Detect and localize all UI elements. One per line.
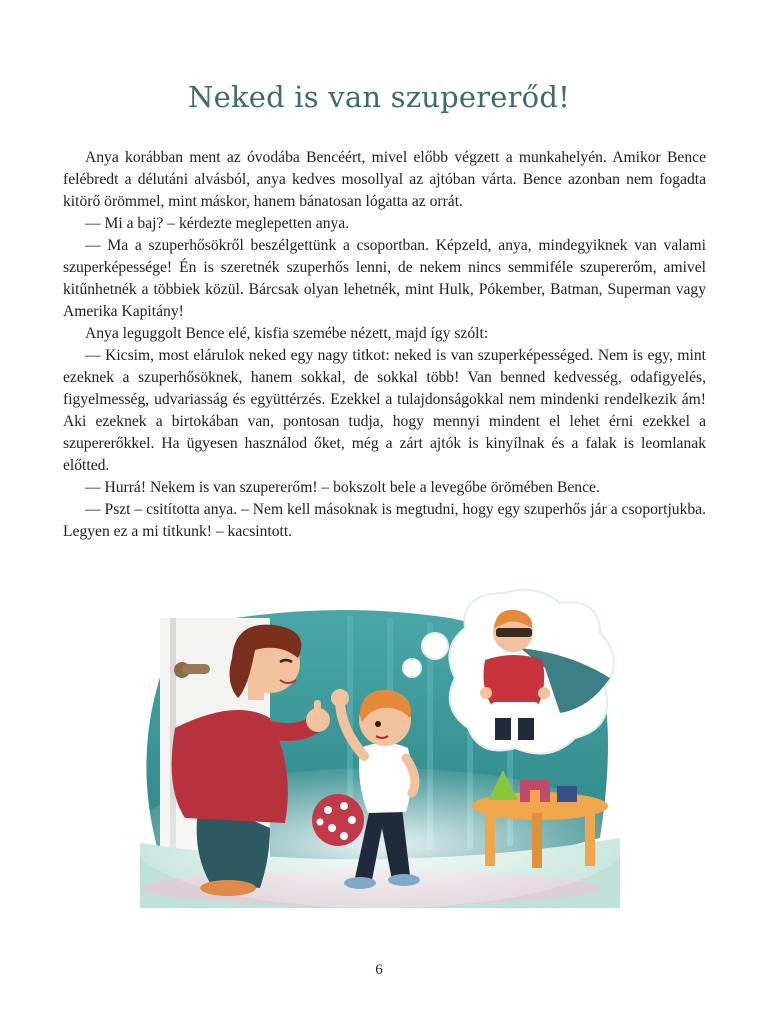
thought-bubble-small [403,659,421,677]
page-title: Neked is van szupererőd! [188,80,570,114]
paragraph: — Hurrá! Nekem is van szupererőm! – bokszolt bele a levegőbe örömében Bence. [85,479,600,496]
paragraph: — Mi a baj? – kérdezte meglepetten anya. [85,215,350,232]
page-number: 6 [375,962,383,978]
paragraph: — Kicsim, most elárulok neked egy nagy titkot: neked is van szuperképességed. Nem is egy, mint ezeknek a szuperhősöknek, hanem sokkal, de sokkal több! Van benned kedvesség, odafigyelés, figyelmesség, udvariasság és együttérzés. Ezekkel a tulajdonságokkal nem mindenki rendelkezik ám! Aki ezeknek a birtokában van, pontosan tudja, hogy mennyi mindent el lehet érni ezekkel a szupererőkkel. Ha ügyesen használod őket, még a zárt ajtók is kinyílnak és a falak is leomlanak előtted. [63,347,706,474]
illustration-svg [120,588,630,908]
ball [312,794,364,846]
story-text [63,147,706,543]
paragraph: — Pszt – csitította anya. – Nem kell másoknak is megtudni, hogy egy szuperhős jár a csoportjukba. Legyen ez a mi titkunk! – kacsintott. [63,501,706,540]
thought-bubble-medium [422,633,448,659]
paragraph: Anya korábban ment az óvodába Bencéért, mivel előbb végzett a munkahelyén. Amikor Bence felébredt a délutáni alvásból, anya kedves mosollyal az ajtóban várta. Bence azonban nem fogadta kitörő örömmel, mint máskor, hanem bánatosan lógatta az orrát. [63,149,706,210]
paragraph: Anya leguggolt Bence elé, kisfia szemébe nézett, majd így szólt: [85,325,489,342]
story-illustration [120,588,630,908]
paragraph: — Ma a szuperhősökről beszélgettünk a csoportban. Képzeld, anya, mindegyiknek van valami szuperképessége! Én is szeretnék szuperhős lenni, de nekem nincs semmiféle szupererőm, amivel kitűnhetnék a többiek közül. Bárcsak olyan lehetnék, mint Hulk, Pókember, Batman, Superman vagy Amerika Kapitány! [63,237,706,320]
